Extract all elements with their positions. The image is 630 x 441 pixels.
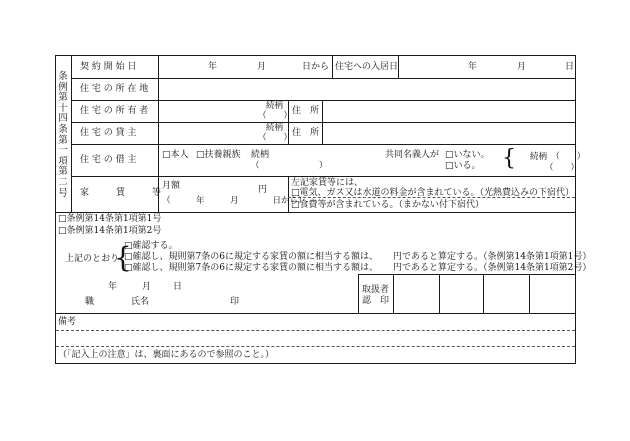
frame-right [575, 55, 576, 363]
contract-start-month: 月 [257, 62, 267, 72]
owner-address-label: 住 所 [292, 106, 320, 116]
co-signer-relation: 続柄 （ ） [530, 152, 586, 162]
row-line-4 [71, 144, 576, 145]
frame-section-line [55, 212, 576, 213]
lender-relation-paren: （ ） [258, 133, 293, 143]
confirm-calc-1: 円であると算定する。（条例第14条第1項第1号） [393, 252, 592, 262]
remarks-top-line [55, 313, 576, 314]
contract-start-day-from: 日から [302, 62, 330, 72]
sign-day: 日 [173, 282, 183, 292]
sign-month: 月 [142, 282, 152, 292]
rent-utilities-checkbox[interactable]: □電気、ガス又は水道の料金が含まれている。（光熱費込みの下宿代） [291, 188, 575, 198]
lender-address-label: 住 所 [292, 128, 320, 138]
borrower-relation-paren: （ ） [251, 161, 328, 171]
move-in-label: 住宅への入居日 [335, 62, 399, 72]
side-label-divider [71, 55, 72, 212]
move-in-day: 日 [565, 62, 575, 72]
frame-bottom [55, 363, 576, 364]
borrower-label: 住 宅 の 借 主 [80, 155, 137, 165]
sign-col-4 [483, 274, 484, 313]
sign-name: 氏名 [131, 297, 150, 307]
sign-seal: 印 [230, 297, 240, 307]
owner-relation-paren: （ ） [258, 111, 293, 121]
article-item1-checkbox[interactable]: □条例第14条第1項第1号 [58, 214, 162, 224]
sign-col-1 [358, 274, 359, 313]
move-in-month: 月 [517, 62, 527, 72]
sign-col-3 [439, 274, 440, 313]
move-in-right-divider [398, 55, 399, 78]
confirm-calc-2: 円であると算定する。（条例第14条第1項第2号） [393, 263, 592, 273]
sign-year: 年 [108, 282, 118, 292]
confirm-brace-icon: { [114, 241, 132, 274]
lender-label: 住 宅 の 貸 主 [80, 128, 137, 138]
side-label-vertical: 条 例 第 十 四 条 第 一 項 第 二 号 [58, 71, 68, 199]
footer-note: （「記入上の注意」は、裏面にあるので参照のこと。） [58, 350, 275, 360]
remarks-dash-line-1 [56, 330, 575, 331]
remarks-dash-line-2 [56, 346, 575, 347]
location-label: 住 宅 の 所 在 地 [80, 84, 149, 94]
co-signer-relation-paren: （ ） [545, 163, 580, 173]
handler-label-2: 認 印 [362, 296, 390, 306]
co-signer-brace-icon: { [502, 146, 516, 171]
confirm-option-1[interactable]: □確認する。 [124, 241, 178, 251]
rent-meals-checkbox[interactable]: □食費等が含まれている。（まかない付下宿代） [291, 200, 485, 210]
confirm-intro: 上記のとおり [65, 254, 120, 264]
owner-label: 住 宅 の 所 有 者 [80, 106, 149, 116]
borrower-relation: 続柄 [251, 150, 270, 160]
sign-top-line [358, 274, 576, 275]
row-line-1 [71, 78, 576, 79]
rent-note: 左記家賃等には、 [291, 178, 364, 188]
confirm-option-3[interactable]: □確認し、規則第7条の6に規定する家賃の額に相当する額は、 [124, 263, 378, 273]
co-signer-label: 共同名義人が [385, 150, 440, 160]
sign-col-2 [393, 274, 394, 313]
owner-relation: 続柄 [266, 101, 284, 111]
remarks-label: 備考 [58, 317, 77, 327]
rent-yen: 円 [258, 185, 268, 195]
owner-addr-right [322, 100, 323, 144]
row-line-3 [71, 122, 576, 123]
sign-col-5 [529, 274, 530, 313]
article-item2-checkbox[interactable]: □条例第14条第1項第2号 [58, 226, 162, 236]
borrower-self-checkbox[interactable]: □本人 [162, 150, 189, 160]
handler-label-1: 取扱者 [362, 285, 390, 295]
rent-period: （ 年 月 日から） [162, 196, 307, 206]
move-in-year: 年 [468, 62, 478, 72]
borrower-dependent-checkbox[interactable]: □扶養親族 [196, 150, 241, 160]
rent-monthly-label: 月額 [162, 181, 181, 191]
contract-start-label: 契 約 開 始 日 [80, 62, 137, 72]
co-signer-exists-checkbox[interactable]: □いる。 [445, 161, 481, 171]
frame-top [55, 55, 576, 56]
co-signer-none-checkbox[interactable]: □いない。 [445, 150, 490, 160]
frame-left [55, 55, 56, 363]
sign-post: 職 [85, 297, 95, 307]
row-line-2 [71, 100, 576, 101]
lender-relation: 続柄 [266, 123, 284, 133]
confirm-option-2[interactable]: □確認し、規則第7条の6に規定する家賃の額に相当する額は、 [124, 252, 378, 262]
contract-start-year: 年 [208, 62, 218, 72]
move-in-left-divider [332, 55, 333, 78]
row-line-5 [71, 176, 576, 177]
rent-label: 家 賃 等 [80, 188, 162, 198]
